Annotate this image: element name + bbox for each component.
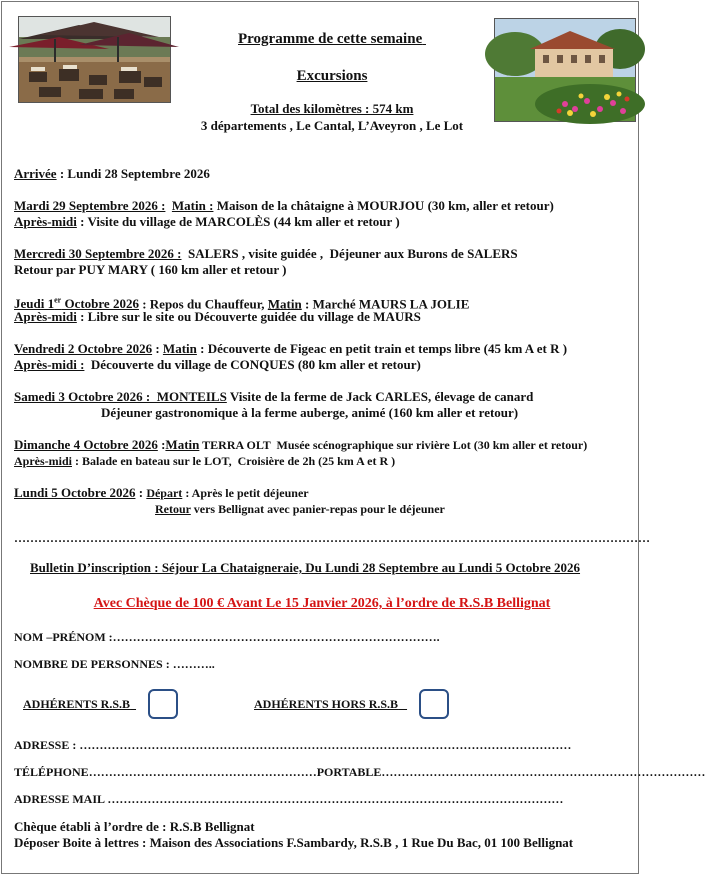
nombre-dots: ……….. — [172, 657, 215, 671]
jeudi-date: Jeudi 1er Octobre 2026 — [14, 296, 139, 312]
mardi-line — [14, 198, 554, 214]
vendredi-am-text: Découverte du village de CONQUES (80 km aller et retour) — [84, 357, 421, 372]
lundi-retour-label: Retour — [155, 502, 191, 516]
mardi-am-label: Après-midi — [14, 214, 77, 229]
adherents-checkbox[interactable] — [148, 689, 178, 719]
nom-field[interactable] — [14, 630, 440, 644]
mardi-matin-label: Matin : — [171, 198, 214, 213]
telephone-field[interactable] — [14, 765, 705, 779]
arrivee-label: Arrivée — [14, 166, 57, 181]
nom-dots: ………………………………………………………………………. — [112, 630, 440, 644]
samedi-text: Visite de la ferme de Jack CARLES, élevage de canard — [226, 389, 534, 404]
mercredi-date: Mercredi 30 Septembre 2026 : — [14, 246, 182, 261]
mardi-matin-text: Maison de la châtaigne à MOURJOU (30 km, aller et retour) — [213, 198, 554, 213]
dimanche-matin-text: TERRA OLT Musée scénographique sur rivière Lot (30 km aller et retour) — [199, 438, 588, 452]
portable-label: PORTABLE — [316, 765, 382, 779]
vendredi-matin-label: Matin — [162, 341, 197, 356]
mercredi-text: SALERS , visite guidée , Déjeuner aux Burons de SALERS — [181, 246, 518, 261]
dimanche-matin-label: Matin — [165, 437, 200, 452]
page-title: Programme de cette semaine — [238, 31, 423, 47]
mail-dots: …………………………………………………………………………………………………… — [107, 792, 564, 806]
mail-field[interactable] — [14, 792, 626, 806]
lundi-line: Lundi 5 Octobre 2026 : Départ : Après le petit déjeuner — [14, 485, 309, 500]
mardi-am-text: : Visite du village de MARCOLÈS (44 km aller et retour ) — [76, 214, 400, 229]
hors-checkbox[interactable] — [419, 689, 449, 719]
hotel-photo-illustration — [495, 19, 635, 121]
terrace-photo-illustration — [19, 17, 170, 102]
hors-label: ADHÉRENTS HORS R.S.B — [254, 697, 399, 711]
dimanche-am-text: : Balade en bateau sur le LOT, Croisière de 2h (25 km A et R ) — [72, 454, 396, 468]
lundi-depart-text: : Après le petit déjeuner — [182, 486, 309, 500]
jeudi-am-line — [14, 309, 421, 325]
lundi-retour-line — [155, 501, 445, 517]
vendredi-line: Vendredi 2 Octobre 2026 : Matin : Découverte de Figeac en petit train et temps libre (45 km A et R ) — [14, 341, 568, 356]
departements: 3 départements , Le Cantal, L’Aveyron , Le Lot — [200, 118, 464, 133]
bulletin-title: Bulletin D’inscription : Séjour La Chataigneraie, Du Lundi 28 Septembre au Lundi 5 Octobre 2026 — [30, 560, 581, 575]
arrivee-text: : Lundi 28 Septembre 2026 — [56, 166, 210, 181]
telephone-dots: ………………………………………………… — [88, 765, 317, 779]
dimanche-line: Dimanche 4 Octobre 2026 :Matin TERRA OLT Musée scénographique sur rivière Lot (30 km aller et retour) — [14, 437, 588, 452]
samedi-line — [14, 389, 533, 405]
dimanche-am-label: Après-midi — [14, 454, 72, 468]
jeudi-text-2: : Marché MAURS LA JOLIE — [301, 296, 470, 312]
separator-dots: …………………………………………………………………………………………………………………………………………… — [14, 531, 650, 545]
nom-label: NOM –PRÉNOM : — [14, 630, 113, 644]
arrivee-line — [14, 166, 210, 182]
hotel-photo — [494, 18, 636, 122]
mercredi-line — [14, 246, 518, 262]
vendredi-am-label: Après-midi : — [14, 357, 85, 372]
adresse-dots: …………………………………………………………………………………………………………… — [79, 738, 572, 752]
telephone-label: TÉLÉPHONE — [14, 765, 89, 779]
page-subtitle: Excursions — [296, 68, 368, 84]
mercredi-line-2: Retour par PUY MARY ( 160 km aller et retour ) — [14, 262, 287, 277]
portable-dots: ……………………………………………………………………… — [381, 765, 705, 779]
lundi-retour-text: vers Bellignat avec panier-repas pour le déjeuner — [190, 502, 445, 516]
nombre-field[interactable] — [14, 657, 215, 671]
vendredi-matin-text: : Découverte de Figeac en petit train et temps libre (45 km A et R ) — [196, 341, 568, 356]
mardi-date: Mardi 29 Septembre 2026 : — [14, 198, 166, 213]
samedi-line-2: Déjeuner gastronomique à la ferme auberge, animé (160 km aller et retour) — [101, 405, 519, 420]
depot-address: Déposer Boite à lettres : Maison des Associations F.Sambardy, R.S.B , 1 Rue Du Bac, 01 100 Bellignat — [14, 835, 574, 850]
flyer-page — [1, 1, 705, 874]
jeudi-text: : Repos du Chauffeur, — [138, 296, 268, 312]
adresse-label: ADRESSE : — [14, 738, 80, 752]
cheque-order: Chèque établi à l’ordre de : R.S.B Bellignat — [14, 819, 255, 834]
terrace-photo — [18, 16, 171, 103]
mardi-am-line — [14, 214, 400, 230]
mail-label: ADRESSE MAIL — [14, 792, 108, 806]
adherents-label: ADHÉRENTS R.S.B — [23, 697, 131, 711]
samedi-date: Samedi 3 Octobre 2026 : MONTEILS — [14, 389, 227, 404]
jeudi-am-label: Après-midi — [14, 309, 77, 324]
cheque-note: Avec Chèque de 100 € Avant Le 15 Janvier 2026, à l’ordre de R.S.B Bellignat — [93, 596, 551, 611]
jeudi-am-text: : Libre sur le site ou Découverte guidée du village de MAURS — [76, 309, 421, 324]
km-total: Total des kilomètres : 574 km — [250, 101, 414, 116]
lundi-date: Lundi 5 Octobre 2026 — [14, 485, 136, 500]
vendredi-am-line — [14, 357, 421, 373]
adresse-field[interactable] — [14, 738, 626, 752]
vendredi-date: Vendredi 2 Octobre 2026 — [14, 341, 153, 356]
dimanche-am-line — [14, 453, 395, 469]
lundi-depart-label: Départ — [146, 486, 183, 500]
jeudi-matin-label: Matin — [267, 296, 302, 312]
nombre-label: NOMBRE DE PERSONNES : — [14, 657, 173, 671]
dimanche-date: Dimanche 4 Octobre 2026 — [14, 437, 158, 452]
